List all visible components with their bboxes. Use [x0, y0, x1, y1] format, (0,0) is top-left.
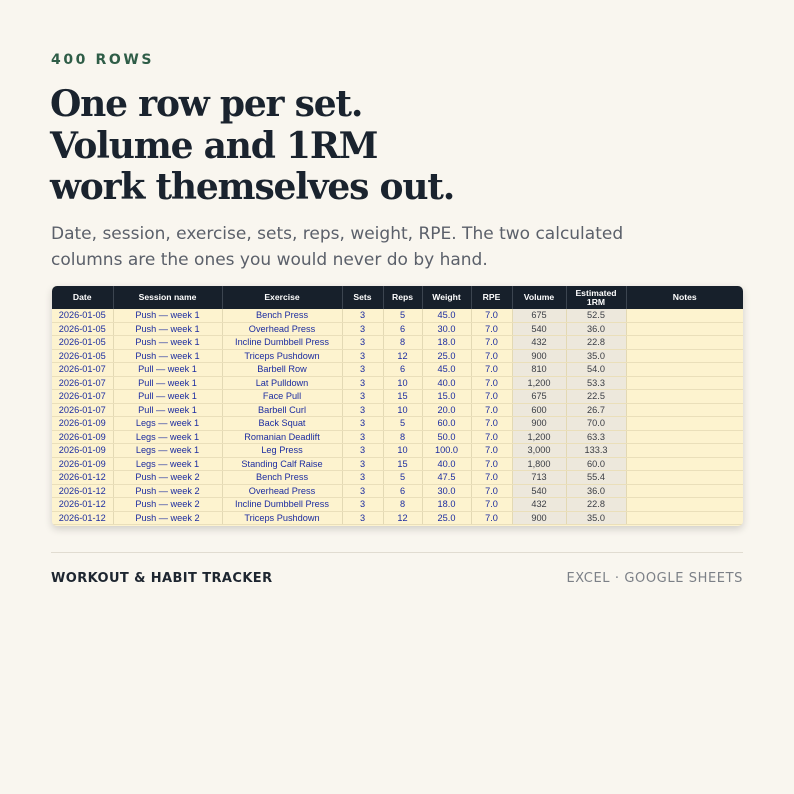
column-header-reps[interactable]: Reps [383, 286, 422, 309]
cell-exercise[interactable]: Face Pull [222, 390, 342, 404]
cell-rpe[interactable]: 7.0 [471, 322, 512, 336]
cell-volume[interactable]: 713 [512, 471, 566, 485]
cell-notes[interactable] [626, 376, 743, 390]
table-row [52, 471, 743, 485]
cell-weight[interactable]: 60.0 [422, 417, 471, 431]
cell-volume[interactable]: 3,000 [512, 444, 566, 458]
cell-sets[interactable]: 3 [342, 471, 383, 485]
cell-date[interactable]: 2026-01-05 [52, 349, 113, 363]
cell-rpe[interactable]: 7.0 [471, 484, 512, 498]
table-row [52, 417, 743, 431]
cell-estimated-1rm[interactable]: 55.4 [566, 471, 626, 485]
cell-estimated-1rm[interactable]: 22.5 [566, 390, 626, 404]
cell-weight[interactable]: 100.0 [422, 444, 471, 458]
cell-volume[interactable]: 675 [512, 309, 566, 322]
headline [50, 84, 750, 209]
cell-weight[interactable]: 45.0 [422, 363, 471, 377]
column-header-sets[interactable]: Sets [342, 286, 383, 309]
cell-weight[interactable]: 47.5 [422, 471, 471, 485]
cell-weight[interactable]: 25.0 [422, 349, 471, 363]
cell-notes[interactable] [626, 336, 743, 350]
cell-weight[interactable]: 45.0 [422, 309, 471, 322]
cell-sets[interactable]: 3 [342, 322, 383, 336]
spreadsheet-preview [52, 286, 743, 526]
cell-reps[interactable]: 6 [383, 484, 422, 498]
cell-notes[interactable] [626, 471, 743, 485]
cell-session-name[interactable]: Push — week 2 [113, 484, 222, 498]
cell-session-name[interactable]: Pull — week 1 [113, 390, 222, 404]
cell-volume[interactable]: 900 [512, 349, 566, 363]
cell-exercise[interactable]: Romanian Deadlift [222, 430, 342, 444]
cell-notes[interactable] [626, 417, 743, 431]
cell-reps[interactable]: 12 [383, 349, 422, 363]
cell-volume[interactable]: 810 [512, 363, 566, 377]
cell-rpe[interactable]: 7.0 [471, 430, 512, 444]
cell-exercise[interactable]: Lat Pulldown [222, 376, 342, 390]
cell-notes[interactable] [626, 430, 743, 444]
cell-sets[interactable]: 3 [342, 363, 383, 377]
cell-volume[interactable]: 540 [512, 484, 566, 498]
cell-sets[interactable]: 3 [342, 376, 383, 390]
cell-weight[interactable]: 30.0 [422, 322, 471, 336]
cell-rpe[interactable]: 7.0 [471, 511, 512, 525]
table-body [52, 309, 743, 525]
cell-date[interactable]: 2026-01-07 [52, 390, 113, 404]
cell-exercise[interactable]: Bench Press [222, 309, 342, 322]
cell-reps[interactable]: 15 [383, 390, 422, 404]
cell-notes[interactable] [626, 403, 743, 417]
cell-volume[interactable]: 1,800 [512, 457, 566, 471]
cell-exercise[interactable]: Standing Calf Raise [222, 457, 342, 471]
cell-notes[interactable] [626, 390, 743, 404]
cell-weight[interactable]: 40.0 [422, 457, 471, 471]
cell-notes[interactable] [626, 511, 743, 525]
cell-estimated-1rm[interactable]: 54.0 [566, 363, 626, 377]
cell-estimated-1rm[interactable]: 133.3 [566, 444, 626, 458]
column-header-notes[interactable]: Notes [626, 286, 743, 309]
cell-rpe[interactable]: 7.0 [471, 376, 512, 390]
header-row [52, 286, 743, 309]
cell-volume[interactable]: 675 [512, 390, 566, 404]
subtitle-line-2: columns are the ones you would never do by hand. [51, 250, 488, 270]
platforms-label: EXCEL · GOOGLE SHEETS [566, 571, 743, 586]
table-row [52, 363, 743, 377]
cell-exercise[interactable]: Back Squat [222, 417, 342, 431]
cell-session-name[interactable]: Push — week 2 [113, 498, 222, 512]
cell-reps[interactable]: 6 [383, 363, 422, 377]
cell-session-name[interactable]: Push — week 1 [113, 309, 222, 322]
cell-rpe[interactable]: 7.0 [471, 363, 512, 377]
table-row [52, 457, 743, 471]
cell-rpe[interactable]: 7.0 [471, 471, 512, 485]
table-row [52, 511, 743, 525]
cell-rpe[interactable]: 7.0 [471, 390, 512, 404]
cell-date[interactable]: 2026-01-12 [52, 471, 113, 485]
cell-session-name[interactable]: Legs — week 1 [113, 417, 222, 431]
cell-exercise[interactable]: Bench Press [222, 471, 342, 485]
cell-reps[interactable]: 12 [383, 511, 422, 525]
column-header-weight[interactable]: Weight [422, 286, 471, 309]
cell-reps[interactable]: 8 [383, 430, 422, 444]
cell-estimated-1rm[interactable]: 35.0 [566, 511, 626, 525]
workout-log-table [52, 286, 743, 525]
cell-date[interactable]: 2026-01-12 [52, 511, 113, 525]
subtitle-line-1: Date, session, exercise, sets, reps, weight, RPE. The two calculated [51, 224, 624, 244]
cell-volume[interactable]: 1,200 [512, 376, 566, 390]
column-header-volume[interactable]: Volume [512, 286, 566, 309]
cell-date[interactable]: 2026-01-12 [52, 498, 113, 512]
table-row [52, 349, 743, 363]
cell-session-name[interactable]: Push — week 1 [113, 322, 222, 336]
cell-exercise[interactable]: Leg Press [222, 444, 342, 458]
cell-weight[interactable]: 20.0 [422, 403, 471, 417]
divider [51, 552, 743, 553]
cell-notes[interactable] [626, 498, 743, 512]
cell-rpe[interactable]: 7.0 [471, 336, 512, 350]
cell-estimated-1rm[interactable]: 53.3 [566, 376, 626, 390]
brand-label: WORKOUT & HABIT TRACKER [51, 571, 273, 586]
table-row [52, 403, 743, 417]
cell-weight[interactable]: 18.0 [422, 498, 471, 512]
cell-exercise[interactable]: Barbell Row [222, 363, 342, 377]
cell-reps[interactable]: 10 [383, 403, 422, 417]
table-row [52, 390, 743, 404]
headline-line-1: One row per set. [50, 83, 363, 125]
column-header-exercise[interactable]: Exercise [222, 286, 342, 309]
cell-date[interactable]: 2026-01-05 [52, 309, 113, 322]
cell-exercise[interactable]: Incline Dumbbell Press [222, 336, 342, 350]
cell-exercise[interactable]: Barbell Curl [222, 403, 342, 417]
cell-sets[interactable]: 3 [342, 430, 383, 444]
cell-session-name[interactable]: Push — week 1 [113, 336, 222, 350]
cell-date[interactable]: 2026-01-09 [52, 417, 113, 431]
cell-estimated-1rm[interactable]: 36.0 [566, 484, 626, 498]
cell-rpe[interactable]: 7.0 [471, 457, 512, 471]
table-row [52, 376, 743, 390]
cell-date[interactable]: 2026-01-09 [52, 444, 113, 458]
cell-notes[interactable] [626, 309, 743, 322]
cell-volume[interactable]: 432 [512, 336, 566, 350]
cell-reps[interactable]: 6 [383, 322, 422, 336]
cell-reps[interactable]: 8 [383, 336, 422, 350]
cell-exercise[interactable]: Overhead Press [222, 484, 342, 498]
cell-date[interactable]: 2026-01-05 [52, 322, 113, 336]
cell-notes[interactable] [626, 322, 743, 336]
cell-sets[interactable]: 3 [342, 309, 383, 322]
column-header-rpe[interactable]: RPE [471, 286, 512, 309]
table-row [52, 430, 743, 444]
cell-sets[interactable]: 3 [342, 349, 383, 363]
subtitle [51, 221, 701, 273]
column-header-date[interactable]: Date [52, 286, 113, 309]
cell-date[interactable]: 2026-01-12 [52, 484, 113, 498]
cell-rpe[interactable]: 7.0 [471, 444, 512, 458]
cell-session-name[interactable]: Push — week 2 [113, 471, 222, 485]
cell-weight[interactable]: 50.0 [422, 430, 471, 444]
cell-notes[interactable] [626, 444, 743, 458]
cell-rpe[interactable]: 7.0 [471, 403, 512, 417]
cell-sets[interactable]: 3 [342, 511, 383, 525]
cell-sets[interactable]: 3 [342, 403, 383, 417]
cell-estimated-1rm[interactable]: 60.0 [566, 457, 626, 471]
cell-estimated-1rm[interactable]: 36.0 [566, 322, 626, 336]
cell-reps[interactable]: 5 [383, 309, 422, 322]
cell-volume[interactable]: 900 [512, 417, 566, 431]
cell-volume[interactable]: 600 [512, 403, 566, 417]
cell-rpe[interactable]: 7.0 [471, 309, 512, 322]
headline-line-3: work themselves out. [50, 166, 455, 208]
table-row [52, 336, 743, 350]
cell-date[interactable]: 2026-01-07 [52, 403, 113, 417]
cell-exercise[interactable]: Overhead Press [222, 322, 342, 336]
cell-exercise[interactable]: Triceps Pushdown [222, 511, 342, 525]
cell-sets[interactable]: 3 [342, 457, 383, 471]
cell-estimated-1rm[interactable]: 52.5 [566, 309, 626, 322]
cell-estimated-1rm[interactable]: 63.3 [566, 430, 626, 444]
cell-session-name[interactable]: Pull — week 1 [113, 403, 222, 417]
column-header-session-name[interactable]: Session name [113, 286, 222, 309]
cell-notes[interactable] [626, 484, 743, 498]
cell-weight[interactable]: 15.0 [422, 390, 471, 404]
cell-notes[interactable] [626, 457, 743, 471]
cell-weight[interactable]: 30.0 [422, 484, 471, 498]
cell-volume[interactable]: 900 [512, 511, 566, 525]
cell-estimated-1rm[interactable]: 35.0 [566, 349, 626, 363]
cell-exercise[interactable]: Incline Dumbbell Press [222, 498, 342, 512]
cell-estimated-1rm[interactable]: 70.0 [566, 417, 626, 431]
table-row [52, 322, 743, 336]
cell-sets[interactable]: 3 [342, 444, 383, 458]
table-row [52, 484, 743, 498]
headline-line-2: Volume and 1RM [50, 124, 378, 167]
cell-reps[interactable]: 10 [383, 376, 422, 390]
cell-notes[interactable] [626, 363, 743, 377]
cell-sets[interactable]: 3 [342, 484, 383, 498]
cell-notes[interactable] [626, 349, 743, 363]
cell-estimated-1rm[interactable]: 22.8 [566, 498, 626, 512]
cell-session-name[interactable]: Legs — week 1 [113, 457, 222, 471]
cell-rpe[interactable]: 7.0 [471, 349, 512, 363]
cell-exercise[interactable]: Triceps Pushdown [222, 349, 342, 363]
cell-session-name[interactable]: Legs — week 1 [113, 430, 222, 444]
cell-weight[interactable]: 18.0 [422, 336, 471, 350]
cell-sets[interactable]: 3 [342, 498, 383, 512]
cell-sets[interactable]: 3 [342, 390, 383, 404]
cell-reps[interactable]: 15 [383, 457, 422, 471]
cell-volume[interactable]: 540 [512, 322, 566, 336]
cell-date[interactable]: 2026-01-05 [52, 336, 113, 350]
cell-session-name[interactable]: Pull — week 1 [113, 363, 222, 377]
cell-volume[interactable]: 432 [512, 498, 566, 512]
cell-reps[interactable]: 10 [383, 444, 422, 458]
cell-estimated-1rm[interactable]: 26.7 [566, 403, 626, 417]
cell-weight[interactable]: 25.0 [422, 511, 471, 525]
cell-sets[interactable]: 3 [342, 417, 383, 431]
cell-weight[interactable]: 40.0 [422, 376, 471, 390]
eyebrow-label: 400 ROWS [51, 52, 155, 68]
cell-rpe[interactable]: 7.0 [471, 498, 512, 512]
cell-session-name[interactable]: Pull — week 1 [113, 376, 222, 390]
cell-reps[interactable]: 5 [383, 417, 422, 431]
cell-reps[interactable]: 5 [383, 471, 422, 485]
cell-date[interactable]: 2026-01-09 [52, 457, 113, 471]
cell-date[interactable]: 2026-01-07 [52, 376, 113, 390]
table-row [52, 309, 743, 322]
cell-session-name[interactable]: Push — week 2 [113, 511, 222, 525]
cell-date[interactable]: 2026-01-07 [52, 363, 113, 377]
cell-rpe[interactable]: 7.0 [471, 417, 512, 431]
cell-session-name[interactable]: Push — week 1 [113, 349, 222, 363]
cell-estimated-1rm[interactable]: 22.8 [566, 336, 626, 350]
cell-reps[interactable]: 8 [383, 498, 422, 512]
table-row [52, 444, 743, 458]
table-row [52, 498, 743, 512]
cell-volume[interactable]: 1,200 [512, 430, 566, 444]
cell-sets[interactable]: 3 [342, 336, 383, 350]
column-header-estimated-1rm[interactable]: Estimated 1RM [566, 286, 626, 309]
cell-date[interactable]: 2026-01-09 [52, 430, 113, 444]
cell-session-name[interactable]: Legs — week 1 [113, 444, 222, 458]
